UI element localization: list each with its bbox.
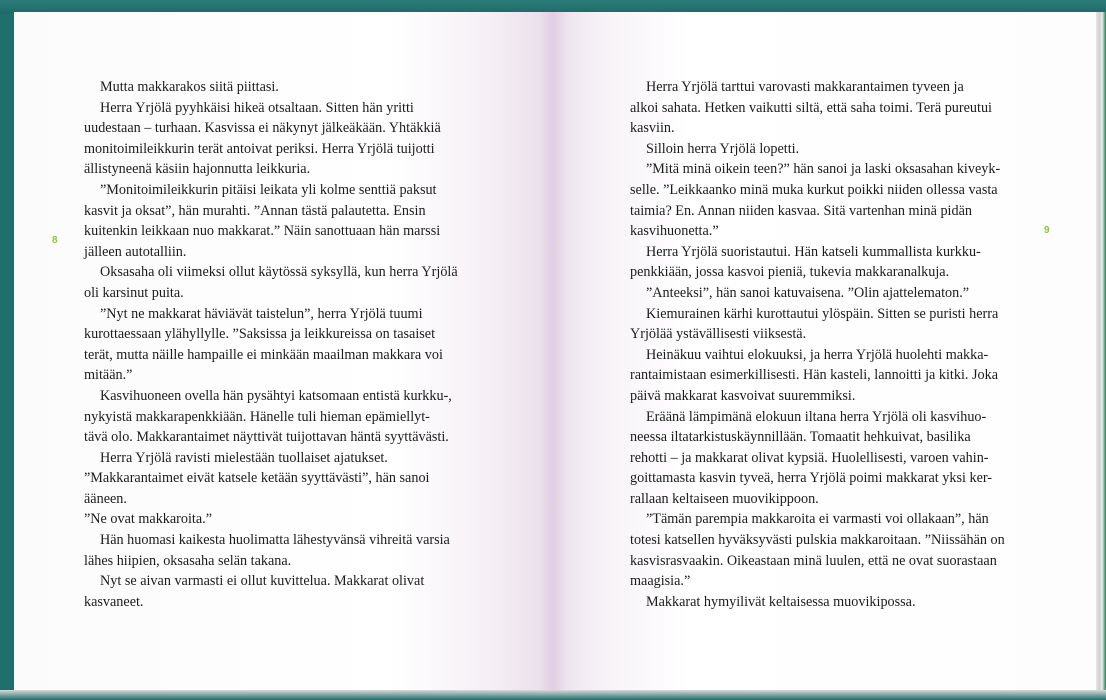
text-line: rantaimistaan esimerkillisesti. Hän kasteli, lannoitti ja kitki. Joka	[630, 367, 999, 384]
text-line: taimia? En. Annan niiden kasvaa. Sitä vartenhan minä pidän	[630, 202, 972, 219]
page-number-left: 8	[52, 235, 58, 246]
text-line: penkkiään, jossa kasvoi pieniä, tukevia makkaranalkuja.	[630, 264, 950, 281]
text-line: jälleen autotalliin.	[84, 243, 187, 260]
text-line: nykyistä makkarapenkkiään. Hänelle tuli hieman epämiellyt-	[84, 408, 430, 425]
text-line: monitoimileikkurin terät antoivat periksi. Herra Yrjölä tuijotti	[84, 140, 435, 157]
text-line: kurottaessaan ylähyllylle. ”Saksissa ja leikkureissa on tasaiset	[84, 326, 436, 343]
text-line: uudestaan – turhaan. Kasvissa ei näkynyt jälkeäkään. Yhtäkkiä	[84, 120, 441, 137]
text-line: Heinäkuu vaihtui elokuuksi, ja herra Yrjölä huolehti makka-	[646, 346, 989, 363]
text-line: tävä olo. Makkarantaimet näyttivät tuijottavan häntä syyttävästi.	[84, 429, 449, 446]
text-line: Makkarat hymyilivät keltaisessa muovikipossa.	[646, 593, 916, 610]
text-line: kasvisrasvaakin. Oikeastaan minä luulen, että ne ovat suorastaan	[630, 552, 997, 569]
text-line: lähes hiipien, oksasaha selän takana.	[84, 552, 292, 569]
text-line: maagisia.”	[630, 573, 691, 590]
text-line: oli karsinut puita.	[84, 284, 184, 301]
text-line: Herra Yrjölä suoristautui. Hän katseli kummallista kurkku-	[646, 243, 981, 260]
text-line: ääneen.	[84, 490, 127, 507]
text-line: ”Nyt ne makkarat häviävät taistelun”, herra Yrjölä tuumi	[100, 305, 423, 322]
text-line: goittamasta kasvin tyveä, herra Yrjölä poimi makkarat yksi ker-	[630, 470, 993, 487]
text-line: alkoi sahata. Hetken vaikutti siltä, että saha toimi. Terä pureutui	[630, 99, 992, 116]
left-page-text	[84, 77, 544, 612]
text-line: Kiemurainen kärhi kurottautui ylöspäin. Sitten se puristi herra	[646, 305, 999, 322]
text-line: neessa iltatarkistuskäynnillään. Tomaatit hehkuivat, basilika	[630, 429, 971, 446]
text-line: Hän huomasi kaikesta huolimatta lähestyvänsä vihreitä varsia	[100, 532, 450, 549]
text-line: Yrjölää ystävällisesti viiksestä.	[630, 326, 807, 343]
text-line: Herra Yrjölä tarttui varovasti makkarantaimen tyveen ja	[646, 79, 964, 95]
text-line: ”Tämän parempia makkaroita ei varmasti voi ollakaan”, hän	[646, 511, 989, 528]
book-page-edges	[1096, 12, 1106, 700]
text-line: ällistyneenä käsiin hajonnutta leikkuria.	[84, 161, 311, 178]
text-line: ”Makkarantaimet eivät katsele ketään syyttävästi”, hän sanoi	[84, 470, 430, 487]
book-cover-bottom	[0, 690, 1106, 700]
text-line: Mutta makkarakos siitä piittasi.	[100, 79, 279, 95]
text-line: Herra Yrjölä ravisti mielestään tuollaiset ajatukset.	[100, 449, 388, 466]
text-line: ”Monitoimileikkurin pitäisi leikata yli kolme senttiä paksut	[100, 181, 437, 198]
text-line: rehotti – ja makkarat olivat kypsiä. Huolellisesti, varoen vahin-	[630, 449, 989, 466]
text-line: kasvihuonetta.”	[630, 223, 719, 240]
text-line: Oksasaha oli viimeksi ollut käytössä syksyllä, kun herra Yrjölä	[100, 264, 458, 281]
left-page	[14, 12, 552, 690]
text-line: kasviin.	[630, 120, 675, 137]
text-line: terät, mutta näille hampaille ei minkään maailman makkara voi	[84, 346, 443, 363]
text-line: Kasvihuoneen ovella hän pysähtyi katsomaan entistä kurkku-,	[100, 387, 452, 404]
page-number-right: 9	[1044, 225, 1050, 236]
text-line: selle. ”Leikkaanko minä muka kurkut poikki niiden ollessa vasta	[630, 181, 998, 198]
text-line: Eräänä lämpimänä elokuun iltana herra Yrjölä oli kasvihuo-	[646, 408, 987, 425]
text-line: päivä makkarat kasvoivat suuremmiksi.	[630, 387, 856, 404]
text-line: ”Anteeksi”, hän sanoi katuvaisena. ”Olin ajattelematon.”	[646, 284, 970, 301]
text-line: Herra Yrjölä pyyhkäisi hikeä otsaltaan. Sitten hän yritti	[100, 99, 414, 116]
text-line: kuitenkin leikkaan nuo makkarat.” Näin sanottuaan hän marssi	[84, 223, 441, 240]
right-page-text	[630, 77, 1090, 612]
text-line: rallaan keltaiseen muovikippoon.	[630, 490, 819, 507]
text-line: ”Ne ovat makkaroita.”	[84, 511, 213, 528]
text-line: kasvaneet.	[84, 593, 144, 610]
text-line: Silloin herra Yrjölä lopetti.	[646, 140, 800, 157]
text-line: Nyt se aivan varmasti ei ollut kuvittelua. Makkarat olivat	[100, 573, 425, 590]
text-line: mitään.”	[84, 367, 133, 384]
text-line: ”Mitä minä oikein teen?” hän sanoi ja laski oksasahan kiveyk-	[646, 161, 1001, 178]
right-page	[552, 12, 1096, 690]
book-gutter	[540, 12, 566, 690]
text-line: totesi katsellen hyväksyvästi pulskia makkaroitaan. ”Niissähän on	[630, 532, 1005, 549]
text-line: kasvit ja oksat”, hän murahti. ”Annan tästä palautetta. Ensin	[84, 202, 426, 219]
